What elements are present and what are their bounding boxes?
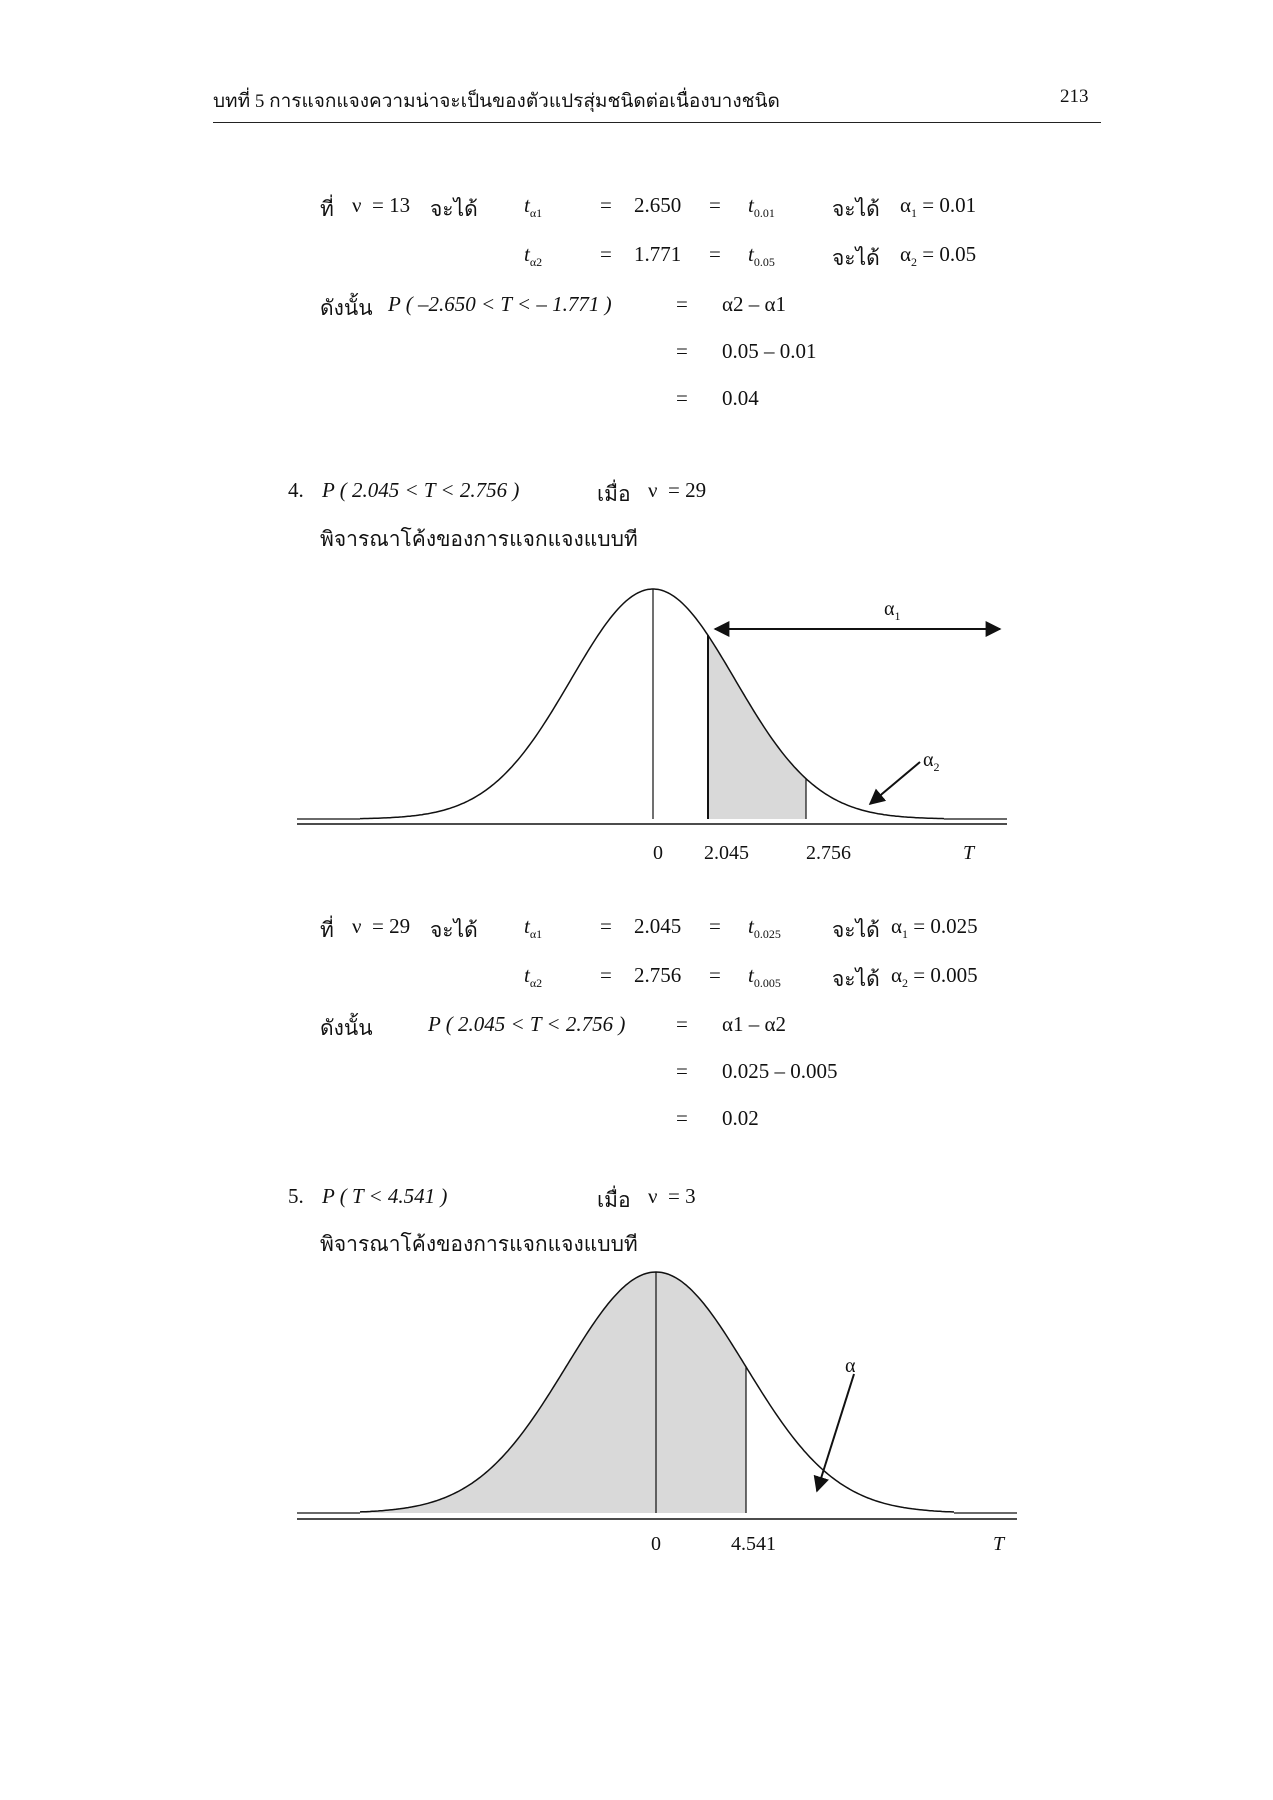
item4-r1-tcrit: $t_{0.025}$ [748, 914, 781, 941]
block1-nu: ν [352, 193, 362, 217]
axis-label-T: T [963, 842, 975, 864]
block1-line2-eq: = [676, 339, 688, 363]
shaded-area [360, 1272, 746, 1513]
tick-label-4541: 4.541 [731, 1533, 776, 1555]
chapter-header: บทที่ 5 การแจกแจงความน่าจะเป็นของตัวแปรสุ่มชนิดต่อเนื่องบางชนิด [213, 91, 780, 112]
figure-t-distribution-2 [0, 1260, 1273, 1560]
block1-r2-get: จะได้ [832, 246, 880, 270]
block1-line1-eq: = [676, 292, 688, 316]
t-curve [360, 589, 944, 819]
item4-r1-eq1: = [600, 914, 612, 938]
shaded-area [708, 635, 806, 819]
item4-line1-expr: α1 – α2 [722, 1012, 787, 1036]
page-number: 213 [1060, 86, 1089, 107]
block1-line1-expr: α2 – α1 [722, 292, 787, 316]
tick-label-zero: 0 [651, 1533, 661, 1555]
item4-line3-expr: 0.02 [722, 1106, 759, 1130]
item4-r2-eq1: = [600, 963, 612, 987]
block1-lead: ที่ [320, 197, 334, 221]
item4-r1-eq2: = [709, 914, 721, 938]
figure-t-distribution-1 [0, 560, 1273, 864]
header-rule [213, 122, 1101, 123]
item4-line1-eq: = [676, 1012, 688, 1036]
block1-line3-expr: 0.04 [722, 386, 759, 410]
block1-probability: P ( –2.650 < T < – 1.771 ) [388, 292, 612, 316]
block1-nu-value: = 13 [372, 193, 411, 217]
block1-r1-tcrit: $t_{0.01}$ [748, 193, 775, 220]
item4-r2-value: 2.756 [634, 963, 682, 987]
item4-so-get: จะได้ [430, 918, 478, 942]
block1-line3-eq: = [676, 386, 688, 410]
item5-probability: P ( T < 4.541 ) [322, 1184, 448, 1208]
block1-therefore: ดังนั้น [320, 296, 373, 320]
item4-nu2-value: = 29 [372, 914, 411, 938]
item4-lead: ที่ [320, 918, 334, 942]
item4-r2-eq2: = [709, 963, 721, 987]
alpha2-arrow [870, 762, 920, 804]
alpha1-label: $\alpha_1$ [884, 598, 901, 623]
block1-r1-value: 2.650 [634, 193, 682, 217]
item4-line3-eq: = [676, 1106, 688, 1130]
item4-r2-alpha: $\alpha_2 = 0.005$ [891, 963, 978, 990]
item4-r1-alpha: $\alpha_1 = 0.025$ [891, 914, 978, 941]
alpha2-label: $\alpha_2$ [923, 749, 940, 774]
block1-r1-t: $t_{\alpha 1}$ [524, 193, 543, 220]
tick-label-2756: 2.756 [806, 842, 851, 864]
tick-label-zero: 0 [653, 842, 663, 864]
block1-r1-eq1: = [600, 193, 612, 217]
item4-r1-value: 2.045 [634, 914, 682, 938]
item4-r1-t: $t_{\alpha 1}$ [524, 914, 543, 941]
item4-r2-t: $t_{\alpha 2}$ [524, 963, 543, 990]
block1-r1-alpha: $\alpha_1 = 0.01$ [900, 193, 977, 220]
item5-nu-value: = 3 [668, 1184, 696, 1208]
item4-probability: P ( 2.045 < T < 2.756 ) [322, 478, 520, 502]
block1-r1-get: จะได้ [832, 197, 880, 221]
item4-r1-get: จะได้ [832, 918, 880, 942]
item4-nu2: ν [352, 914, 362, 938]
item5-consider: พิจารณาโค้งของการแจกแจงแบบที [320, 1232, 638, 1256]
item4-r2-tcrit: $t_{0.005}$ [748, 963, 781, 990]
block1-r2-t: $t_{\alpha 2}$ [524, 242, 543, 269]
block1-r2-tcrit: $t_{0.05}$ [748, 242, 775, 269]
item4-line2-expr: 0.025 – 0.005 [722, 1059, 838, 1083]
item5-nu: ν [648, 1184, 658, 1208]
item4-consider: พิจารณาโค้งของการแจกแจงแบบที [320, 527, 638, 551]
item5-when: เมื่อ [597, 1188, 631, 1212]
item4-probability2: P ( 2.045 < T < 2.756 ) [428, 1012, 626, 1036]
block1-r1-eq2: = [709, 193, 721, 217]
block1-r2-eq1: = [600, 242, 612, 266]
item4-line2-eq: = [676, 1059, 688, 1083]
item4-nu: ν [648, 478, 658, 502]
item4-when: เมื่อ [597, 482, 631, 506]
item4-r2-get: จะได้ [832, 967, 880, 991]
item4-therefore: ดังนั้น [320, 1016, 373, 1040]
block1-line2-expr: 0.05 – 0.01 [722, 339, 817, 363]
block1-r2-value: 1.771 [634, 242, 682, 266]
block1-r2-eq2: = [709, 242, 721, 266]
tick-label-2045: 2.045 [704, 842, 749, 864]
block1-so-get: จะได้ [430, 197, 478, 221]
item4-number: 4. [288, 478, 304, 502]
axis-label-T: T [993, 1533, 1005, 1555]
alpha-label: α [845, 1355, 856, 1377]
item5-number: 5. [288, 1184, 304, 1208]
item4-nu-value: = 29 [668, 478, 707, 502]
block1-r2-alpha: $\alpha_2 = 0.05$ [900, 242, 977, 269]
alpha-arrow [817, 1374, 854, 1491]
